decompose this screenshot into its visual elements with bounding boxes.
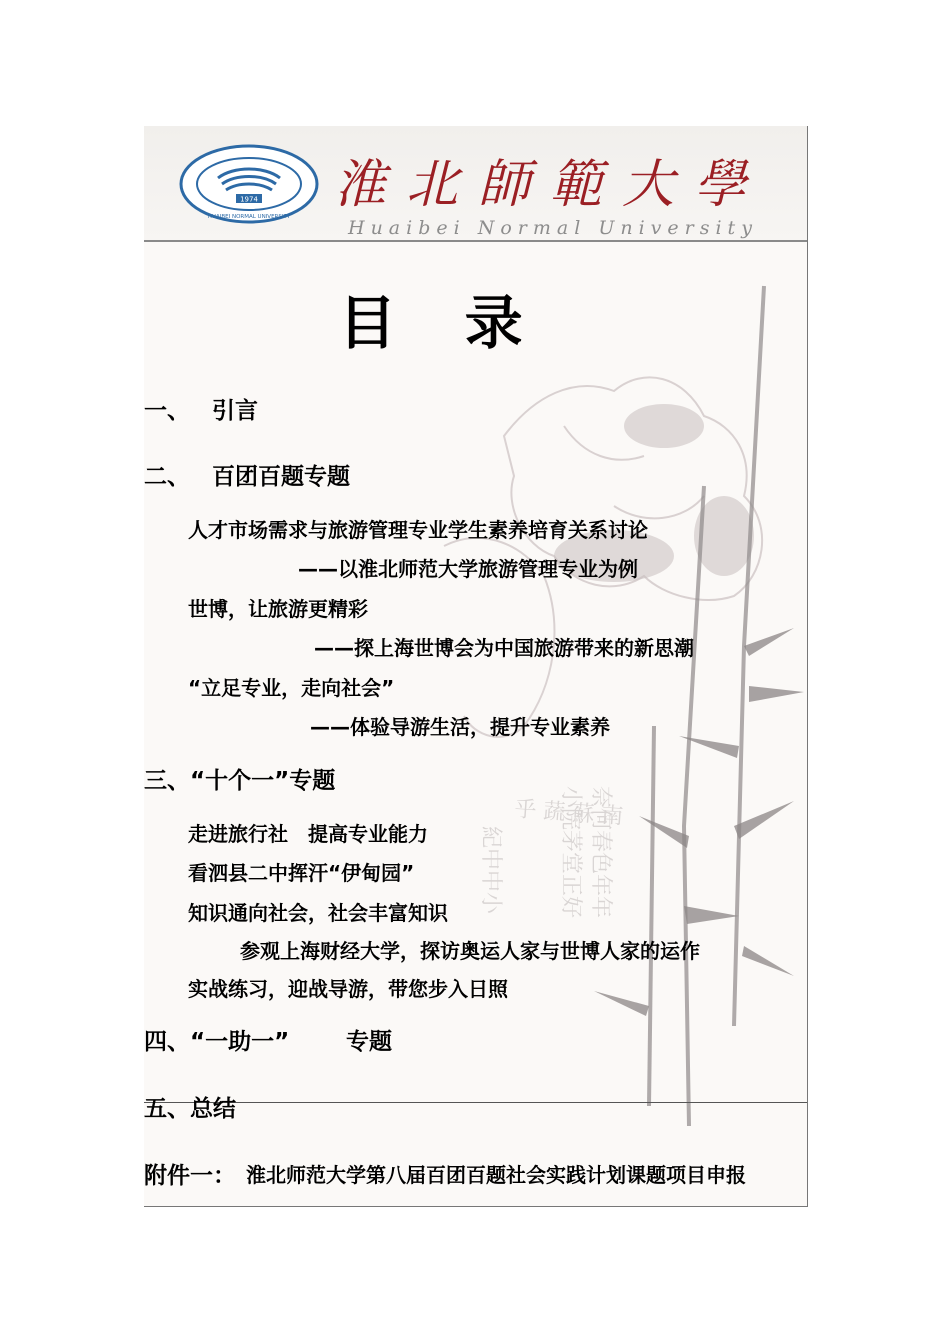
toc-item: “立足专业，走向社会”: [188, 676, 395, 700]
toc-item: 参观上海财经大学，探访奥运人家与世博人家的运作: [240, 939, 700, 963]
seal-ring-text: HUAIBEI NORMAL UNIVERSITY: [207, 214, 291, 220]
toc-section-1-label: 引言: [212, 398, 258, 424]
footer-divider: [144, 1102, 807, 1103]
toc-section-1-number: 一、: [144, 398, 190, 424]
toc-item: 人才市场需求与旅游管理专业学生素养培育关系讨论: [188, 518, 648, 542]
toc-item: 知识通向社会，社会丰富知识: [188, 901, 448, 925]
toc-section-2-label: 百团百题专题: [212, 464, 350, 490]
university-seal-icon: [178, 144, 320, 224]
appendix-title: 淮北师范大学第八届百团百题社会实践计划课题项目申报: [246, 1163, 746, 1187]
toc-item: 世博，让旅游更精彩: [188, 597, 368, 621]
svg-text:乎 蔬 蘇 南: 乎 蔬 蘇 南: [513, 797, 625, 830]
seal-year: 1974: [240, 195, 258, 204]
toc-item-subtitle: ——探上海世博会为中国旅游带来的新思潮: [314, 636, 694, 660]
university-name-en: Huaibei Normal University: [348, 217, 758, 239]
toc-section-3-label: 三、“十个一”专题: [144, 768, 336, 794]
toc-item-subtitle: ——体验导游生活，提升专业素养: [310, 715, 610, 739]
toc-item: 走进旅行社 提高专业能力: [188, 822, 428, 846]
appendix-prefix: 附件一：: [144, 1163, 236, 1189]
university-name-cn: 淮北師範大學: [334, 155, 767, 215]
toc-section-5-label: 五、总结: [144, 1096, 236, 1122]
page-title: 目 录: [338, 289, 547, 357]
document-page: [144, 126, 808, 1207]
university-calligraphy-logo: [334, 144, 774, 240]
toc-section-4-topic: 专题: [346, 1029, 392, 1055]
svg-text:小院茅堂正好: 小院茅堂正好: [558, 786, 583, 919]
header-divider: [144, 240, 807, 242]
toc-section-2-number: 二、: [144, 464, 190, 490]
svg-text:紀中中小: 紀中中小: [478, 826, 503, 915]
toc-item: 实战练习，迎战导游，带您步入日照: [188, 977, 508, 1001]
svg-text:奈何春色年年: 奈何春色年年: [588, 786, 613, 919]
toc-item: 看泗县二中挥汗“伊甸园”: [188, 861, 415, 885]
toc-section-4-label: 四、“一助一”: [144, 1029, 290, 1055]
toc-item-subtitle: ——以淮北师范大学旅游管理专业为例: [298, 557, 638, 581]
